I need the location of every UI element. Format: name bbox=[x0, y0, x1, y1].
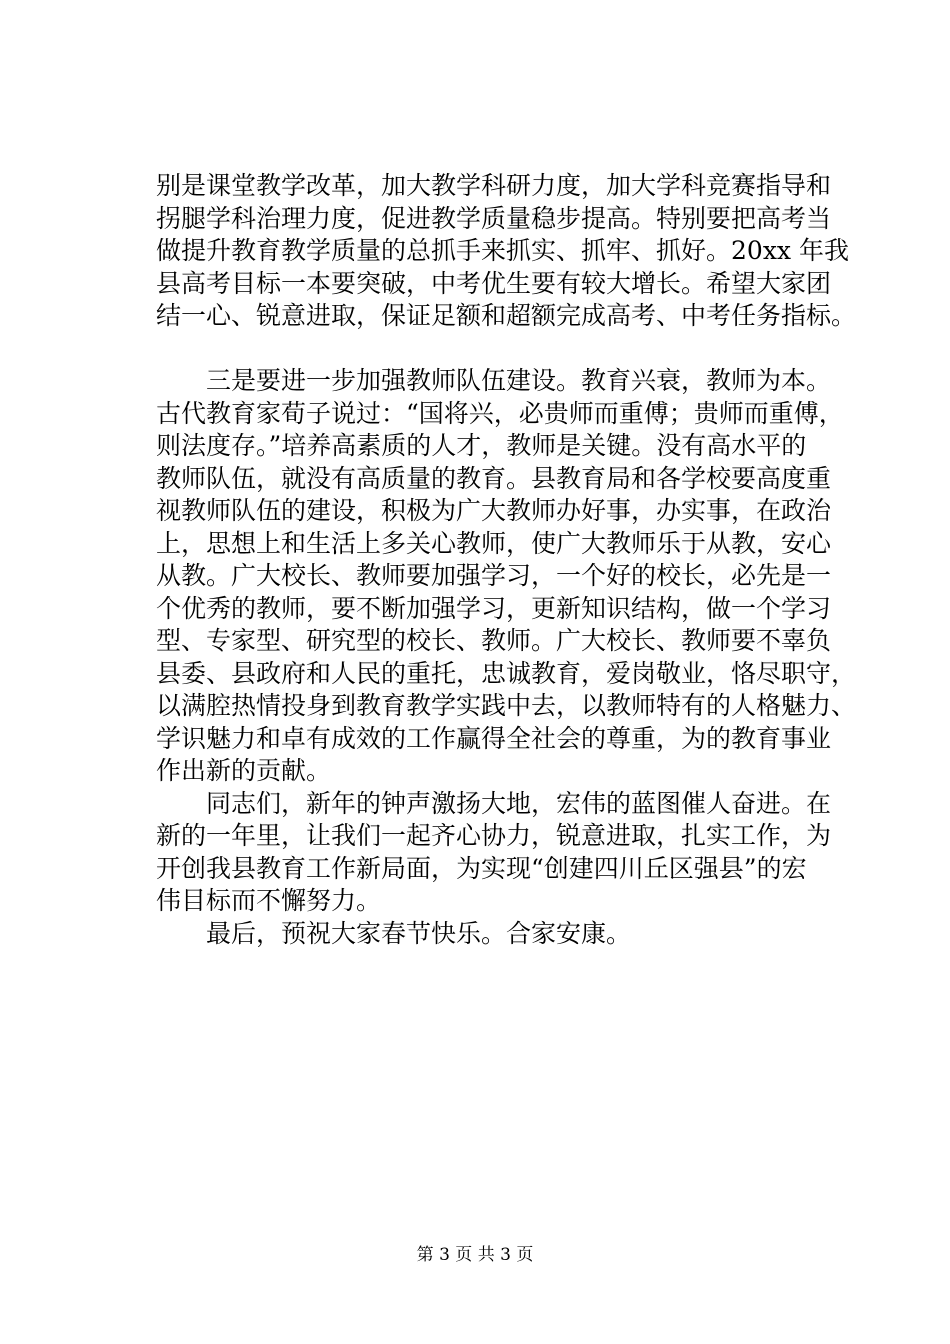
page-footer bbox=[0, 1245, 950, 1265]
text-line: 上，思想上和生活上多关心教师，使广大教师乐于从教，安心 bbox=[156, 528, 832, 558]
text-line: 县委、县政府和人民的重托，忠诚教育，爱岗敬业，恪尽职守， bbox=[156, 658, 857, 688]
text-line: 新的一年里，让我们一起齐心协力，锐意进取，扎实工作，为 bbox=[156, 821, 832, 850]
paragraph-spacer bbox=[156, 333, 856, 366]
text-line: 个优秀的教师，要不断加强学习，更新知识结构，做一个学习 bbox=[156, 593, 832, 623]
text-line: 做提升教育教学质量的总抓手来抓实、抓牢、抓好。20xx 年我 bbox=[156, 236, 849, 265]
paragraph-1 bbox=[156, 170, 856, 333]
paragraph-4 bbox=[156, 918, 856, 951]
paragraph-3 bbox=[156, 788, 856, 918]
text-line: 三是要进一步加强教师队伍建设。教育兴衰，教师为本。 bbox=[206, 366, 832, 395]
paragraph-2 bbox=[156, 365, 856, 788]
text-line: 伟目标而不懈努力。 bbox=[156, 886, 382, 915]
text-line: 教师队伍，就没有高质量的教育。县教育局和各学校要高度重 bbox=[156, 463, 832, 493]
text-line: 别是课堂教学改革，加大教学科研力度，加大学科竞赛指导和 bbox=[156, 171, 832, 200]
text-line: 则法度存。”培养高素质的人才，教师是关键。没有高水平的 bbox=[156, 431, 807, 460]
document-body bbox=[156, 170, 856, 950]
text-line: 以满腔热情投身到教育教学实践中去，以教师特有的人格魅力、 bbox=[156, 691, 857, 720]
text-line: 型、专家型、研究型的校长、教师。广大校长、教师要不辜负 bbox=[156, 626, 832, 655]
text-line: 从教。广大校长、教师要加强学习，一个好的校长，必先是一 bbox=[156, 561, 832, 590]
text-line: 结一心、锐意进取，保证足额和超额完成高考、中考任务指标。 bbox=[156, 301, 857, 330]
text-line: 开创我县教育工作新局面，为实现“创建四川丘区强县”的宏 bbox=[156, 853, 807, 883]
page-number-label: 第 3 页 共 3 页 bbox=[416, 1245, 534, 1265]
text-line: 同志们，新年的钟声激扬大地，宏伟的蓝图催人奋进。在 bbox=[206, 788, 832, 818]
text-line: 视教师队伍的建设，积极为广大教师办好事，办实事，在政治 bbox=[156, 496, 832, 525]
text-line: 学识魅力和卓有成效的工作赢得全社会的尊重，为的教育事业 bbox=[156, 723, 832, 753]
text-line: 作出新的贡献。 bbox=[156, 756, 332, 785]
text-line: 古代教育家荀子说过：“国将兴，必贵师而重傅；贵师而重傅， bbox=[156, 398, 844, 428]
text-line: 县高考目标一本要突破，中考优生要有较大增长。希望大家团 bbox=[156, 268, 832, 298]
text-line: 拐腿学科治理力度，促进教学质量稳步提高。特别要把高考当 bbox=[156, 203, 832, 233]
text-line: 最后，预祝大家春节快乐。合家安康。 bbox=[206, 918, 632, 948]
